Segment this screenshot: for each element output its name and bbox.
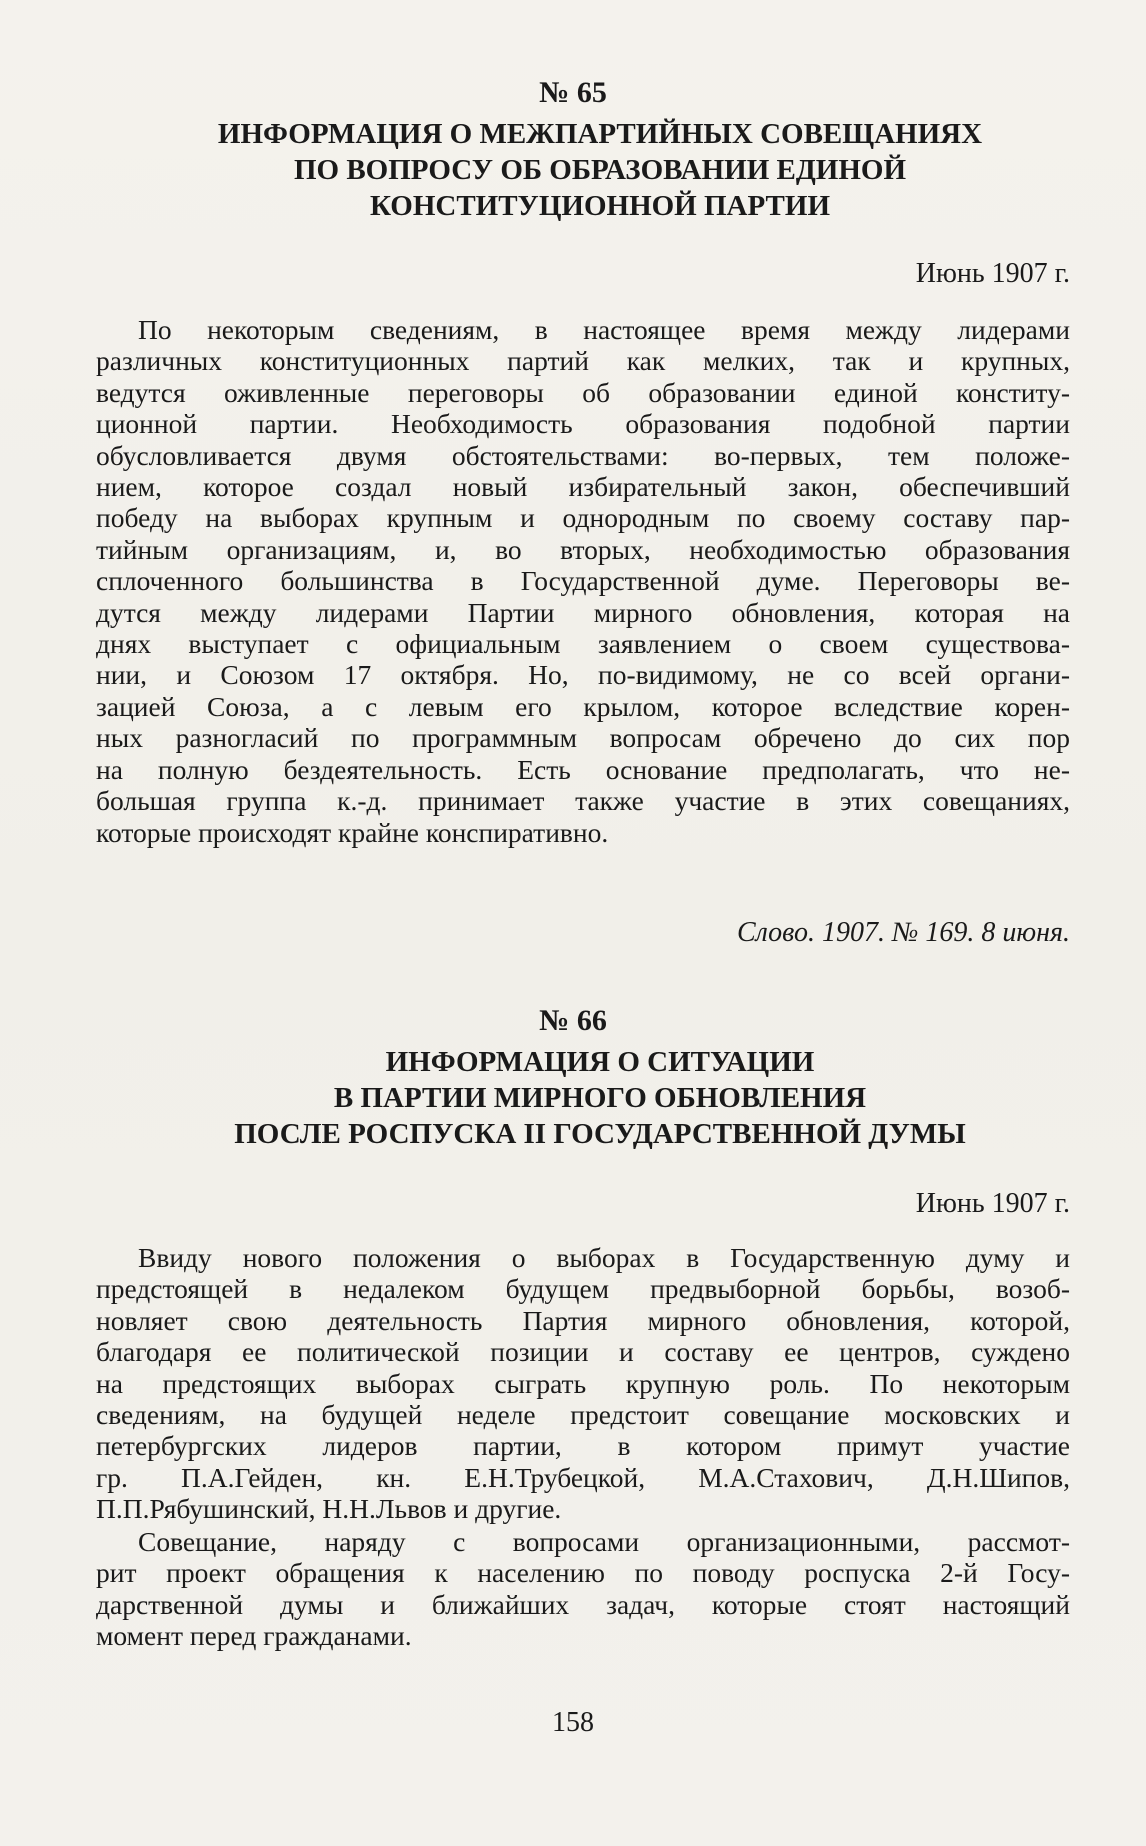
text-line: ционной партии. Необходимость образования подобной партии [96,408,1070,440]
text-line: П.П.Рябушинский, Н.Н.Львов и другие. [96,1493,562,1525]
text-line: рит проект обращения к населению по поводу роспуска 2-й Госу- [96,1557,1070,1589]
text-line: гр. П.А.Гейден, кн. Е.Н.Трубецкой, М.А.Стахович, Д.Н.Шипов, [96,1461,1070,1493]
doc-66-paragraph-2 [96,1526,1070,1652]
text-line: петербургских лидеров партии, в котором примут участие [96,1430,1070,1462]
page-number: 158 [552,1707,594,1738]
text-line: тийным организациям, и, во вторых, необходимостью образования [96,533,1070,565]
text-line: ных разногласий по программным вопросам обречено до сих пор [96,722,1070,754]
text-line: По некоторым сведениям, в настоящее время между лидерами [138,314,1070,345]
text-line: большая группа к.-д. принимает также участие в этих совещаниях, [96,785,1070,817]
text-line: на предстоящих выборах сыграть крупную роль. По некоторым [96,1367,1070,1399]
doc-66-title-line: В ПАРТИИ МИРНОГО ОБНОВЛЕНИЯ [333,1082,867,1114]
text-line: дутся между лидерами Партии мирного обновления, которая на [96,596,1070,628]
text-line: зацией Союза, а с левым его крылом, которое вследствие корен- [96,690,1070,722]
doc-66-title [120,1044,1080,1152]
doc-66-paragraph-1 [96,1242,1070,1525]
doc-66-date: Июнь 1907 г. [915,1188,1070,1219]
doc-65-source: Слово. 1907. № 169. 8 июня. [736,917,1070,948]
doc-65-title [120,116,1080,224]
text-line: дарственной думы и ближайших задач, которые стоят настоящий [96,1588,1070,1620]
text-line: ведутся оживленные переговоры об образовании единой конститу- [96,376,1070,408]
text-line: обусловливается двумя обстоятельствами: во-первых, тем положе- [96,439,1070,471]
doc-65-title-line: ПО ВОПРОСУ ОБ ОБРАЗОВАНИИ ЕДИНОЙ [293,154,907,186]
doc-65-date: Июнь 1907 г. [915,258,1070,289]
text-line: благодаря ее политической позиции и составу ее центров, суждено [96,1336,1070,1368]
text-line: различных конституционных партий как мелких, так и крупных, [96,345,1070,377]
text-line: сплоченного большинства в Государственной думе. Переговоры ве- [96,565,1070,597]
doc-66-number: № 66 [539,1004,607,1037]
text-line: Ввиду нового положения о выборах в Государственную думу и [138,1242,1070,1273]
doc-65-number: № 65 [539,76,607,109]
text-line: на полную бездеятельность. Есть основание предполагать, что не- [96,753,1070,785]
text-line: днях выступает с официальным заявлением о своем существова- [96,628,1070,660]
doc-66-title-line: ИНФОРМАЦИЯ О СИТУАЦИИ [385,1046,815,1078]
text-line: Совещание, наряду с вопросами организационными, рассмот- [138,1526,1070,1557]
text-line: нии, и Союзом 17 октября. Но, по-видимому, не со всей органи- [96,659,1070,691]
doc-65-title-line: ИНФОРМАЦИЯ О МЕЖПАРТИЙНЫХ СОВЕЩАНИЯХ [217,118,983,150]
text-line: победу на выборах крупным и однородным по своему составу пар- [96,502,1070,534]
text-line: которые происходят крайне конспиративно. [96,816,609,848]
text-line: момент перед гражданами. [96,1620,412,1652]
text-line: предстоящей в недалеком будущем предвыборной борьбы, возоб- [96,1273,1070,1305]
text-line: нием, которое создал новый избирательный закон, обеспечивший [96,471,1070,503]
text-line: сведениям, на будущей неделе предстоит совещание московских и [96,1399,1070,1431]
doc-65-title-line: КОНСТИТУЦИОННОЙ ПАРТИИ [369,190,831,222]
text-line: новляет свою деятельность Партия мирного обновления, которой, [96,1304,1070,1336]
doc-66-title-line: ПОСЛЕ РОСПУСКА II ГОСУДАРСТВЕННОЙ ДУМЫ [234,1118,966,1150]
doc-65-paragraph-1 [96,314,1070,848]
